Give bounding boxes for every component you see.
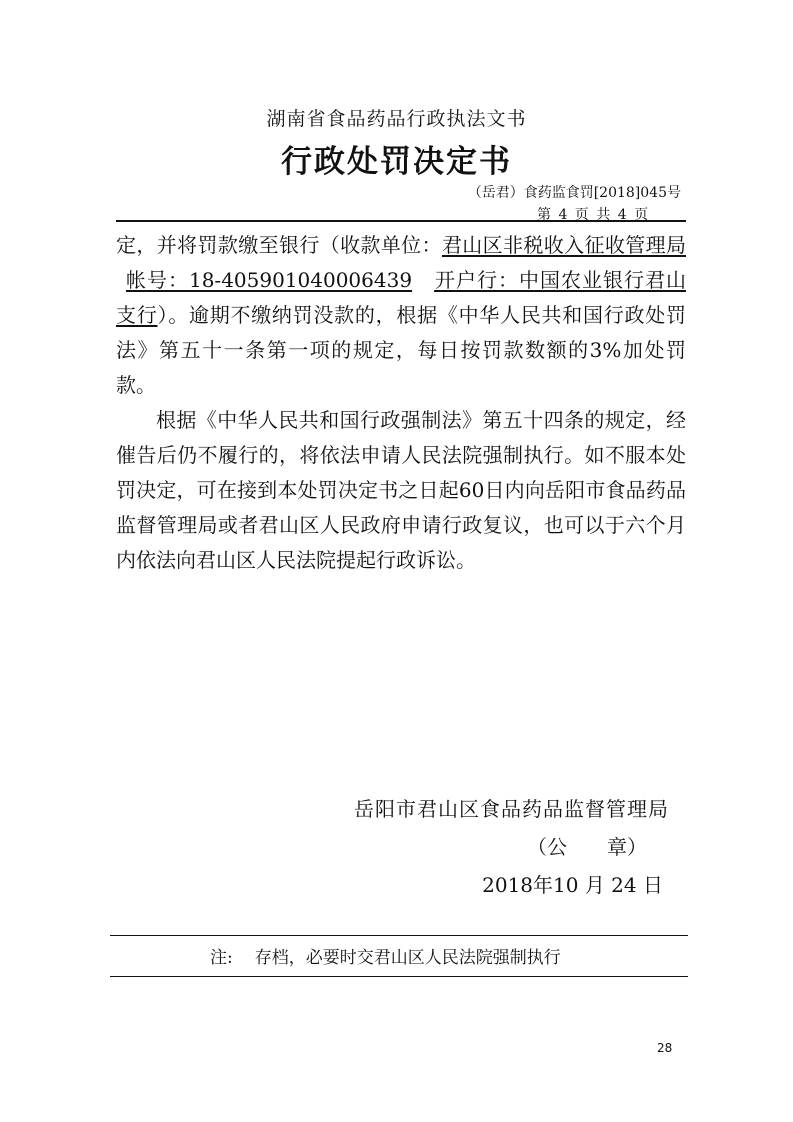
body-paragraph-1 <box>116 228 686 403</box>
document-title: 行政处罚决定书 <box>281 144 512 180</box>
paragraph-1-part-1: 定，并将罚款缴至银行（收款单位： <box>116 233 442 257</box>
paragraph-1-part-2: ）。逾期不缴纳罚没款的，根据《中华人民共和国行政处罚法》第五十一条第一项的规定，每日按罚款数额的3%加处罚款。 <box>116 303 687 397</box>
note-text: 存档，必要时交君山区人民法院强制执行 <box>254 948 561 968</box>
account-number: 帐号：18-405901040006439 <box>126 268 413 292</box>
document-body <box>116 228 686 578</box>
note-top-divider <box>110 935 688 936</box>
page-number: 28 <box>657 1041 673 1055</box>
body-paragraph-2: 根据《中华人民共和国行政强制法》第五十四条的规定，经催告后仍不履行的，将依法申请人民法院强制执行。如不服本处罚决定，可在接到本处罚决定书之日起60日内向岳阳市食品药品监督管理局或者君山区人民政府申请行政复议，也可以于六个月内依法向君山区人民法院提起行政诉讼。 <box>116 408 686 572</box>
header-divider <box>116 220 686 222</box>
payee-name: 君山区非税收入征收管理局 <box>441 233 687 257</box>
page-indicator: 第 4 页 共 4 页 <box>537 207 649 223</box>
document-number: （岳君）食药监食罚[2018]045号 <box>467 185 681 201</box>
signing-date: 2018年10 月 24 日 <box>482 873 663 897</box>
note-bottom-divider <box>110 976 688 977</box>
bank-name: 开户行：中国农业银行君山支行 <box>116 268 686 327</box>
note-line <box>210 943 561 968</box>
signing-authority: 岳阳市君山区食品药品监督管理局 <box>354 797 669 821</box>
official-seal-label: （公 章） <box>527 835 647 859</box>
issuing-authority-line: 湖南省食品药品行政执法文书 <box>266 108 527 130</box>
note-label: 注: <box>210 948 233 968</box>
